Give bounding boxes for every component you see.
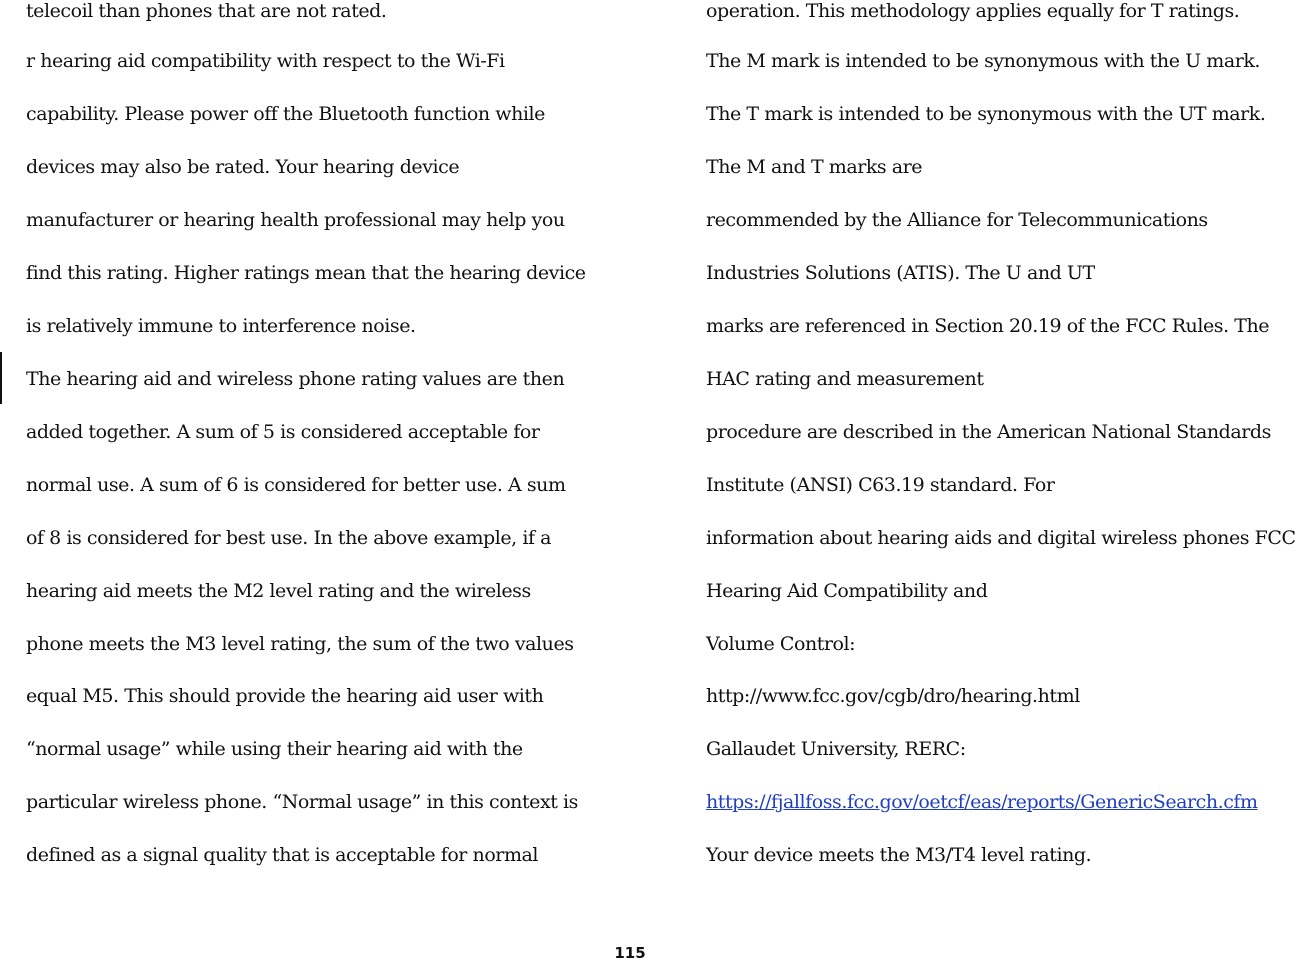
text-line: Gallaudet University, RERC: (706, 738, 966, 760)
text-line: Industries Solutions (ATIS). The U and UT (706, 262, 1095, 284)
text-line: marks are referenced in Section 20.19 of the FCC Rules. The (706, 315, 1270, 337)
text-line: phone meets the M3 level rating, the sum of the two values (26, 633, 574, 655)
text-line: normal use. A sum of 6 is considered for better use. A sum (26, 474, 566, 496)
text-line: defined as a signal quality that is acceptable for normal (26, 844, 539, 866)
text-line: Your device meets the M3/T4 level rating. (706, 844, 1092, 866)
text-line: The hearing aid and wireless phone rating values are then (26, 368, 565, 390)
text-line: Volume Control: (706, 633, 856, 655)
text-line: operation. This methodology applies equally for T ratings. (706, 0, 1240, 22)
text-line: HAC rating and measurement (706, 368, 984, 390)
page-number: 115 (614, 944, 646, 962)
text-line: find this rating. Higher ratings mean that the hearing device (26, 262, 586, 284)
text-line: devices may also be rated. Your hearing device (26, 156, 460, 178)
text-line: “normal usage” while using their hearing aid with the (26, 738, 523, 760)
text-line: Hearing Aid Compatibility and (706, 580, 988, 602)
text-line: added together. A sum of 5 is considered acceptable for (26, 421, 540, 443)
text-line: r hearing aid compatibility with respect to the Wi-Fi (26, 50, 505, 72)
text-line: telecoil than phones that are not rated. (26, 0, 387, 22)
text-line: information about hearing aids and digital wireless phones FCC (706, 527, 1296, 549)
text-line: The M and T marks are (706, 156, 923, 178)
text-line: The T mark is intended to be synonymous with the UT mark. (706, 103, 1266, 125)
text-line: hearing aid meets the M2 level rating and the wireless (26, 580, 531, 602)
fcc-hearing-url-text: http://www.fcc.gov/cgb/dro/hearing.html (706, 685, 1080, 707)
text-line: capability. Please power off the Bluetooth function while (26, 103, 545, 125)
text-line: recommended by the Alliance for Telecommunications (706, 209, 1208, 231)
text-line: of 8 is considered for best use. In the above example, if a (26, 527, 551, 549)
text-line: Institute (ANSI) C63.19 standard. For (706, 474, 1055, 496)
text-line: procedure are described in the American National Standards (706, 421, 1271, 443)
text-line: equal M5. This should provide the hearing aid user with (26, 685, 544, 707)
text-line: The M mark is intended to be synonymous with the U mark. (706, 50, 1260, 72)
change-bar (0, 352, 2, 404)
text-line: manufacturer or hearing health professional may help you (26, 209, 565, 231)
generic-search-link[interactable]: https://fjallfoss.fcc.gov/oetcf/eas/reports/GenericSearch.cfm (706, 791, 1258, 813)
text-line: particular wireless phone. “Normal usage” in this context is (26, 791, 578, 813)
text-line: is relatively immune to interference noise. (26, 315, 416, 337)
